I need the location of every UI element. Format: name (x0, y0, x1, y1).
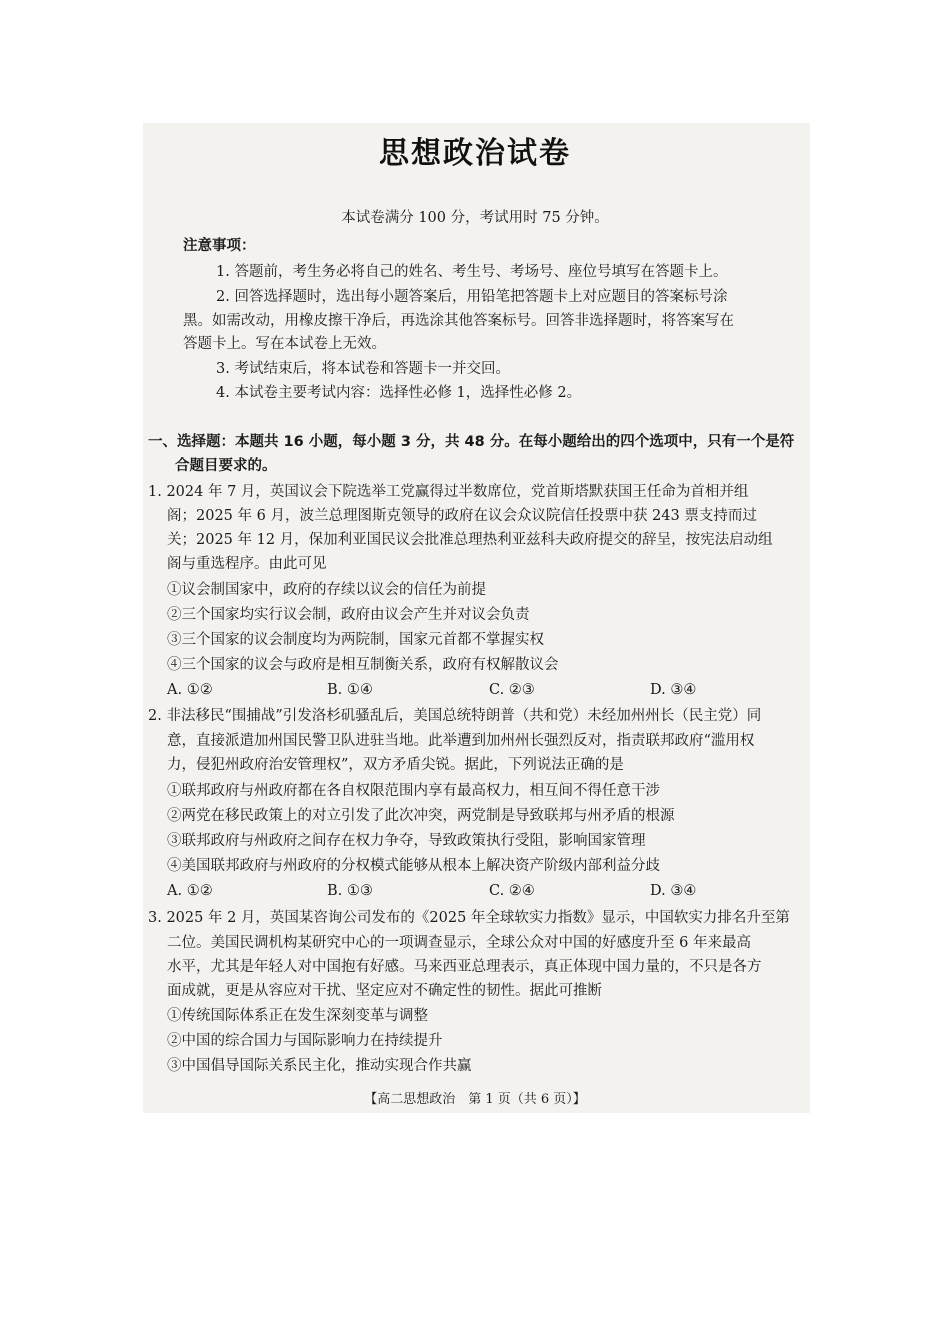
statement: ③联邦政府与州政府之间存在权力争夺，导致政策执行受阻，影响国家管理 (167, 833, 646, 849)
statement: ①联邦政府与州政府都在各自权限范围内享有最高权力，相互间不得任意干涉 (167, 783, 660, 799)
option-c: C. ②④ (489, 883, 535, 899)
option-a: A. ①② (167, 682, 213, 698)
option-a: A. ①② (167, 883, 213, 899)
option-b: B. ①④ (327, 682, 373, 698)
statement: ②两党在移民政策上的对立引发了此次冲突，两党制是导致联邦与州矛盾的根源 (167, 808, 675, 824)
page-title: 思想政治试卷 (379, 136, 571, 171)
notice-item: 4. 本试卷主要考试内容：选择性必修 1，选择性必修 2。 (216, 385, 582, 401)
question-stem: 3. 2025 年 2 月，英国某咨询公司发布的《2025 年全球软实力指数》显示，中国软实力排名升至第 (148, 910, 790, 926)
statement: ②中国的综合国力与国际影响力在持续提升 (167, 1033, 443, 1049)
exam-subtitle: 本试卷满分 100 分，考试用时 75 分钟。 (341, 210, 609, 226)
option-b: B. ①③ (327, 883, 373, 899)
question-stem: 水平，尤其是年轻人对中国抱有好感。马来西亚总理表示，真正体现中国力量的，不只是各方 (167, 959, 762, 975)
notice-item: 3. 考试结束后，将本试卷和答题卡一并交回。 (216, 361, 510, 377)
question-stem: 二位。美国民调机构某研究中心的一项调查显示，全球公众对中国的好感度升至 6 年来最高 (167, 935, 751, 951)
question-stem: 力，侵犯州政府治安管理权”，双方矛盾尖锐。据此，下列说法正确的是 (167, 757, 624, 773)
section-heading: 一、选择题：本题共 16 小题，每小题 3 分，共 48 分。在每小题给出的四个选项中，只有一个是符 (148, 434, 795, 450)
statement: ④三个国家的议会与政府是相互制衡关系，政府有权解散议会 (167, 657, 559, 673)
statement: ③中国倡导国际关系民主化，推动实现合作共赢 (167, 1058, 472, 1074)
section-heading-cont: 合题目要求的。 (175, 458, 277, 474)
option-d: D. ③④ (650, 682, 697, 698)
question-stem: 1. 2024 年 7 月，英国议会下院选举工党赢得过半数席位，党首斯塔默获国王任命为首相并组 (148, 484, 749, 500)
question-stem: 关；2025 年 12 月，保加利亚国民议会批准总理热利亚兹科夫政府提交的辞呈，按宪法启动组 (167, 532, 773, 548)
option-d: D. ③④ (650, 883, 697, 899)
option-c: C. ②③ (489, 682, 535, 698)
notice-heading: 注意事项： (183, 238, 256, 254)
question-stem: 阁；2025 年 6 月，波兰总理图斯克领导的政府在议会众议院信任投票中获 243 票支持而过 (167, 508, 757, 524)
statement: ②三个国家均实行议会制，政府由议会产生并对议会负责 (167, 607, 530, 623)
question-stem: 2. 非法移民“围捕战”引发洛杉矶骚乱后，美国总统特朗普（共和党）未经加州州长（民主党）同 (148, 708, 762, 724)
page-footer: 【高二思想政治 第 1 页（共 6 页）】 (364, 1092, 586, 1107)
question-stem: 阁与重选程序。由此可见 (167, 556, 327, 572)
notice-item: 黑。如需改动，用橡皮擦干净后，再选涂其他答案标号。回答非选择题时，将答案写在 (183, 313, 734, 329)
statement: ③三个国家的议会制度均为两院制，国家元首都不掌握实权 (167, 632, 544, 648)
statement: ①议会制国家中，政府的存续以议会的信任为前提 (167, 582, 486, 598)
statement: ①传统国际体系正在发生深刻变革与调整 (167, 1008, 428, 1024)
notice-item: 1. 答题前，考生务必将自己的姓名、考生号、考场号、座位号填写在答题卡上。 (216, 264, 728, 280)
question-stem: 意，直接派遣加州国民警卫队进驻当地。此举遭到加州州长强烈反对，指责联邦政府“滥用权 (167, 733, 755, 749)
statement: ④美国联邦政府与州政府的分权模式能够从根本上解决资产阶级内部利益分歧 (167, 858, 660, 874)
question-stem: 面成就，更是从容应对干扰、坚定应对不确定性的韧性。据此可推断 (167, 983, 602, 999)
notice-item: 2. 回答选择题时，选出每小题答案后，用铅笔把答题卡上对应题目的答案标号涂 (216, 289, 728, 305)
notice-item: 答题卡上。写在本试卷上无效。 (183, 336, 386, 352)
